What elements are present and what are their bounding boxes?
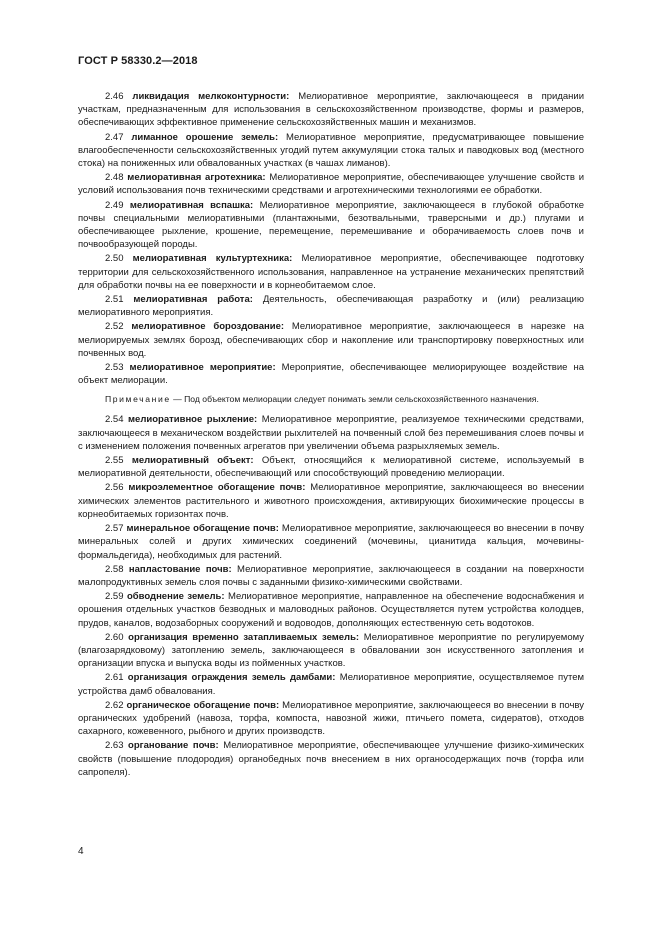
term-number: 2.52	[105, 321, 124, 333]
term-entry	[78, 320, 584, 360]
term-number: 2.60	[105, 631, 124, 643]
term-title: мелиоративная культуртехника:	[132, 253, 293, 265]
term-title: органование почв:	[128, 740, 219, 752]
term-title: мелиоративное бороздование:	[131, 321, 285, 333]
term-title: мелиоративное рыхление:	[128, 414, 258, 426]
term-title: организация ограждения земель дамбами:	[127, 672, 336, 684]
term-number: 2.57	[105, 523, 124, 535]
term-definition: Мелиоративное мероприятие, направленное на обеспечение водоснабжения и орошения отдельных участков безводных и маловодных районов. Осуществляется путем устройства колодцев, прудов, каналов, водозаборных сооружений и водоводов, дополняющих естественную сеть водотоков.	[78, 591, 585, 629]
term-title: мелиоративное мероприятие:	[129, 362, 276, 374]
term-entry	[78, 361, 584, 387]
term-number: 2.62	[105, 699, 124, 711]
term-title: обводнение земель:	[126, 591, 225, 603]
entries-list-before-note	[78, 90, 584, 387]
term-number: 2.63	[105, 740, 124, 752]
term-title: органическое обогащение почв:	[126, 699, 280, 711]
term-title: мелиоративная агротехника:	[127, 172, 266, 184]
term-title: мелиоративная работа:	[133, 294, 253, 306]
term-title: ликвидация мелкоконтурности:	[132, 91, 290, 102]
term-entry	[78, 563, 584, 589]
term-entry	[78, 454, 584, 480]
term-number: 2.58	[105, 563, 124, 575]
term-entry	[78, 671, 584, 697]
term-entry	[78, 171, 584, 197]
term-title: микроэлементное обогащение почв:	[128, 482, 306, 494]
term-entry	[78, 481, 584, 521]
term-number: 2.53	[105, 362, 124, 374]
term-definition: Мелиоративное мероприятие, заключающееся во внесении в почву органических удобрений (навоза, торфа, компоста, навозной жижи, птичьего помета, сидератов), отходов сахарного, кожевенного, рыбного и других производств.	[78, 699, 585, 738]
term-number: 2.46	[105, 91, 124, 102]
term-entry	[78, 699, 584, 739]
term-entry	[78, 522, 584, 562]
term-number: 2.51	[105, 294, 124, 306]
term-definition: Мелиоративное мероприятие, предусматривающее повышение влагообеспеченности сельскохозяйственных угодий путем аккумуляции стока талых и паводковых вод (местного стока) на пониженных или обвалованных участках (в чашах лиманов).	[78, 131, 584, 170]
note	[78, 393, 584, 405]
term-entry	[78, 252, 584, 292]
note-label: Примечание	[105, 394, 171, 405]
term-title: напластование почв:	[128, 563, 232, 575]
term-entry	[78, 199, 584, 252]
term-number: 2.55	[105, 455, 124, 467]
term-definition: Мелиоративное мероприятие, обеспечивающее улучшение свойств и условий использования почв техническими средствами и агротехническими технологиями ее обработки.	[78, 172, 585, 197]
term-title: минеральное обогащение почв:	[126, 523, 279, 535]
term-definition: Мелиоративное мероприятие, реализуемое техническими средствами, заключающееся в механическом воздействии рыхлителей на почвенный слой без перемешивания слоев почвы и с изменением положения почвенных агрегатов при увеличении объема разрыхляемых земель.	[78, 414, 585, 452]
term-number: 2.48	[105, 172, 124, 184]
term-entry	[78, 131, 584, 171]
term-number: 2.49	[105, 199, 124, 211]
term-number: 2.54	[105, 414, 124, 426]
term-entry	[78, 293, 584, 319]
term-definition: Объект, относящийся к мелиоративной системе, используемый в мелиоративной деятельности, обеспечивающий или способствующий проведению мелиорации.	[78, 455, 584, 480]
term-definition: Мелиоративное мероприятие по регулируемому (влагозарядковому) затоплению земель, заключающееся в обваловании зон искусственного затопления и организации впуска и выпуска воды из пойменных участков.	[78, 631, 585, 670]
term-number: 2.59	[105, 591, 124, 603]
term-entry	[78, 631, 584, 671]
term-title: лиманное орошение земель:	[131, 131, 279, 143]
term-number: 2.56	[105, 482, 124, 494]
term-entry	[78, 739, 584, 779]
term-title: мелиоративная вспашка:	[129, 199, 254, 211]
term-definition: Деятельность, обеспечивающая разработку и (или) реализацию мелиоративного мероприятия.	[78, 294, 584, 319]
term-definition: Мелиоративное мероприятие, заключающееся в создании на поверхности малопродуктивных земель слоя почвы с заданными физико-химическими свойствами.	[78, 563, 585, 588]
term-definition: Мероприятие, обеспечивающее мелиорирующее воздействие на объект мелиорации.	[78, 362, 585, 387]
term-definition: Мелиоративное мероприятие, осуществляемое путем устройства дамб обвалования.	[78, 672, 585, 697]
term-definition: Мелиоративное мероприятие, обеспечивающее улучшение физико-химических свойств (повышение плодородия) органобедных почв внесением в них органосодержащих почв (торфа или сапропеля).	[78, 740, 584, 778]
term-title: организация временно затапливаемых земель:	[128, 631, 360, 643]
note-text: — Под объектом мелиорации следует понимать земли сельскохозяйственного назначения.	[173, 394, 539, 405]
term-entry	[78, 413, 584, 453]
term-definition: Мелиоративное мероприятие, заключающееся во внесении в почву минеральных солей и других химических соединений (мочевины, цианитида кальция, мочевины-формальдегида), необходимых для растений.	[78, 523, 585, 561]
document-header: ГОСТ Р 58330.2—2018	[78, 55, 198, 67]
term-number: 2.61	[105, 672, 124, 684]
term-entry	[78, 590, 584, 630]
term-entry	[78, 90, 584, 130]
term-definition: Мелиоративное мероприятие, заключающееся во внесении химических элементов растительного и животного происхождения, активирующих биохимические процессы в корнеобитаемых горизонтах почв.	[78, 482, 585, 520]
term-definition: Мелиоративное мероприятие, заключающееся в глубокой обработке почвы специальными мелиоративными (плантажными, безотвальными, траверсными и др.) плугами и обеспечивающее рыхление, крошение, перемещение, перемешивание и оборачиваемость слоев почв и почвообразующей породы.	[78, 199, 585, 251]
document-body	[78, 90, 584, 780]
term-number: 2.50	[105, 253, 124, 265]
term-number: 2.47	[105, 131, 124, 143]
page-number: 4	[78, 846, 84, 857]
term-definition: Мелиоративное мероприятие, обеспечивающее подготовку территории для сельскохозяйственного использования, направленное на устранение механических препятствий для обработки почвы на ее поверхности и в корнеобитаемом слое.	[78, 253, 585, 291]
term-definition: Мелиоративное мероприятие, заключающееся в нарезке на мелиорируемых землях борозд, обеспечивающих сбор и накопление или транспортировку поверхностных или почвенных вод.	[78, 321, 585, 359]
entries-list-after-note	[78, 413, 584, 778]
term-title: мелиоративный объект:	[131, 455, 254, 467]
term-definition: Мелиоративное мероприятие, заключающееся в придании участкам, предназначенным для использования в сельскохозяйственном производстве, формы и размеров, обеспечивающих эффективное применение сельскохозяйственных машин и механизмов.	[78, 91, 584, 129]
